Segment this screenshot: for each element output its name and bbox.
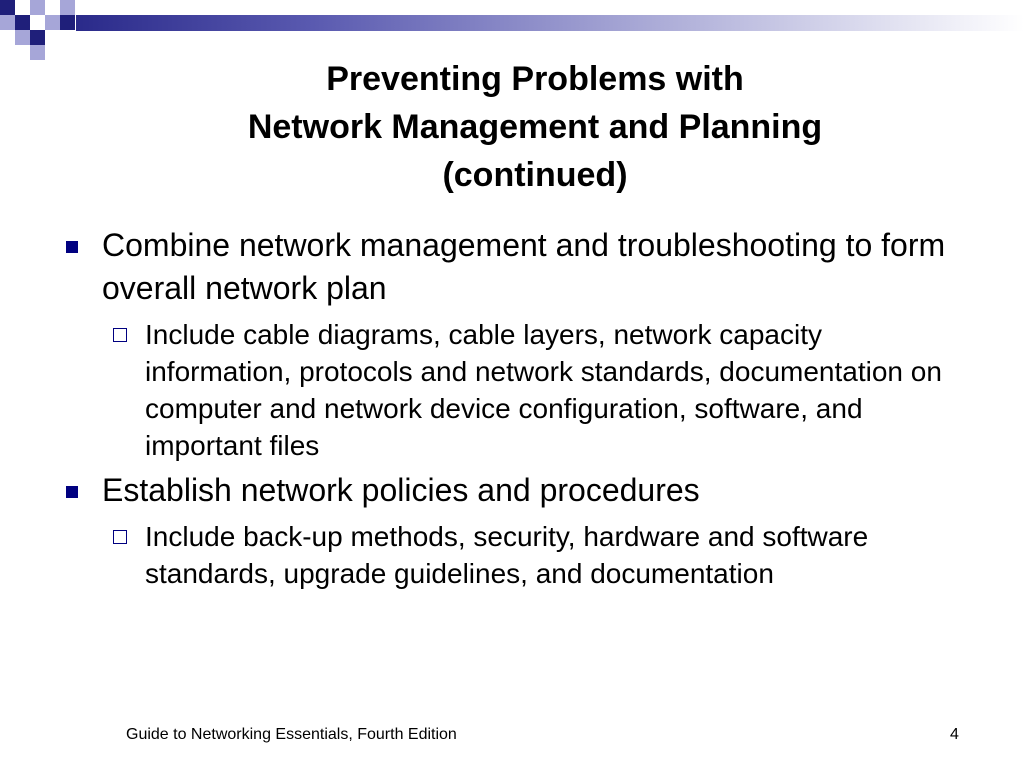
slide-number: 4 <box>950 726 959 743</box>
deco-square <box>0 15 15 30</box>
bullet-item <box>64 469 964 512</box>
title-gradient-band <box>76 15 1024 31</box>
deco-square <box>30 30 45 45</box>
bullet-list <box>64 224 964 592</box>
deco-square <box>15 15 30 30</box>
sub-bullet-text: Include back-up methods, security, hardware and software standards, upgrade guidelines, and documentation <box>145 521 869 589</box>
deco-square <box>0 0 15 15</box>
deco-square <box>60 15 75 30</box>
hollow-square-bullet-icon <box>113 328 127 342</box>
sub-bullet-text: Include cable diagrams, cable layers, network capacity information, protocols and network standards, documentation on computer and network device configuration, software, and important files <box>145 319 942 461</box>
sub-bullet-item <box>145 316 964 464</box>
title-line-2: Network Management and Planning <box>247 108 823 146</box>
deco-square <box>15 45 30 60</box>
slide-title <box>60 55 1010 199</box>
deco-square <box>45 15 60 30</box>
hollow-square-bullet-icon <box>113 530 127 544</box>
deco-square <box>30 15 45 30</box>
deco-square <box>15 30 30 45</box>
bullet-text: Establish network policies and procedures <box>102 472 700 508</box>
deco-square <box>45 0 60 15</box>
sub-bullet-item <box>145 518 964 592</box>
footer-book-title: Guide to Networking Essentials, Fourth Edition <box>126 726 457 743</box>
deco-square <box>15 0 30 15</box>
square-bullet-icon <box>66 241 78 253</box>
deco-square <box>0 30 15 45</box>
bullet-item <box>64 224 964 310</box>
deco-square <box>45 30 60 45</box>
deco-square <box>30 0 45 15</box>
square-bullet-icon <box>66 486 78 498</box>
deco-square <box>60 0 75 15</box>
title-line-1: Preventing Problems with <box>326 60 744 98</box>
title-line-3: (continued) <box>442 156 628 194</box>
deco-square <box>30 45 45 60</box>
bullet-text: Combine network management and troubleshooting to form overall network plan <box>102 227 946 306</box>
